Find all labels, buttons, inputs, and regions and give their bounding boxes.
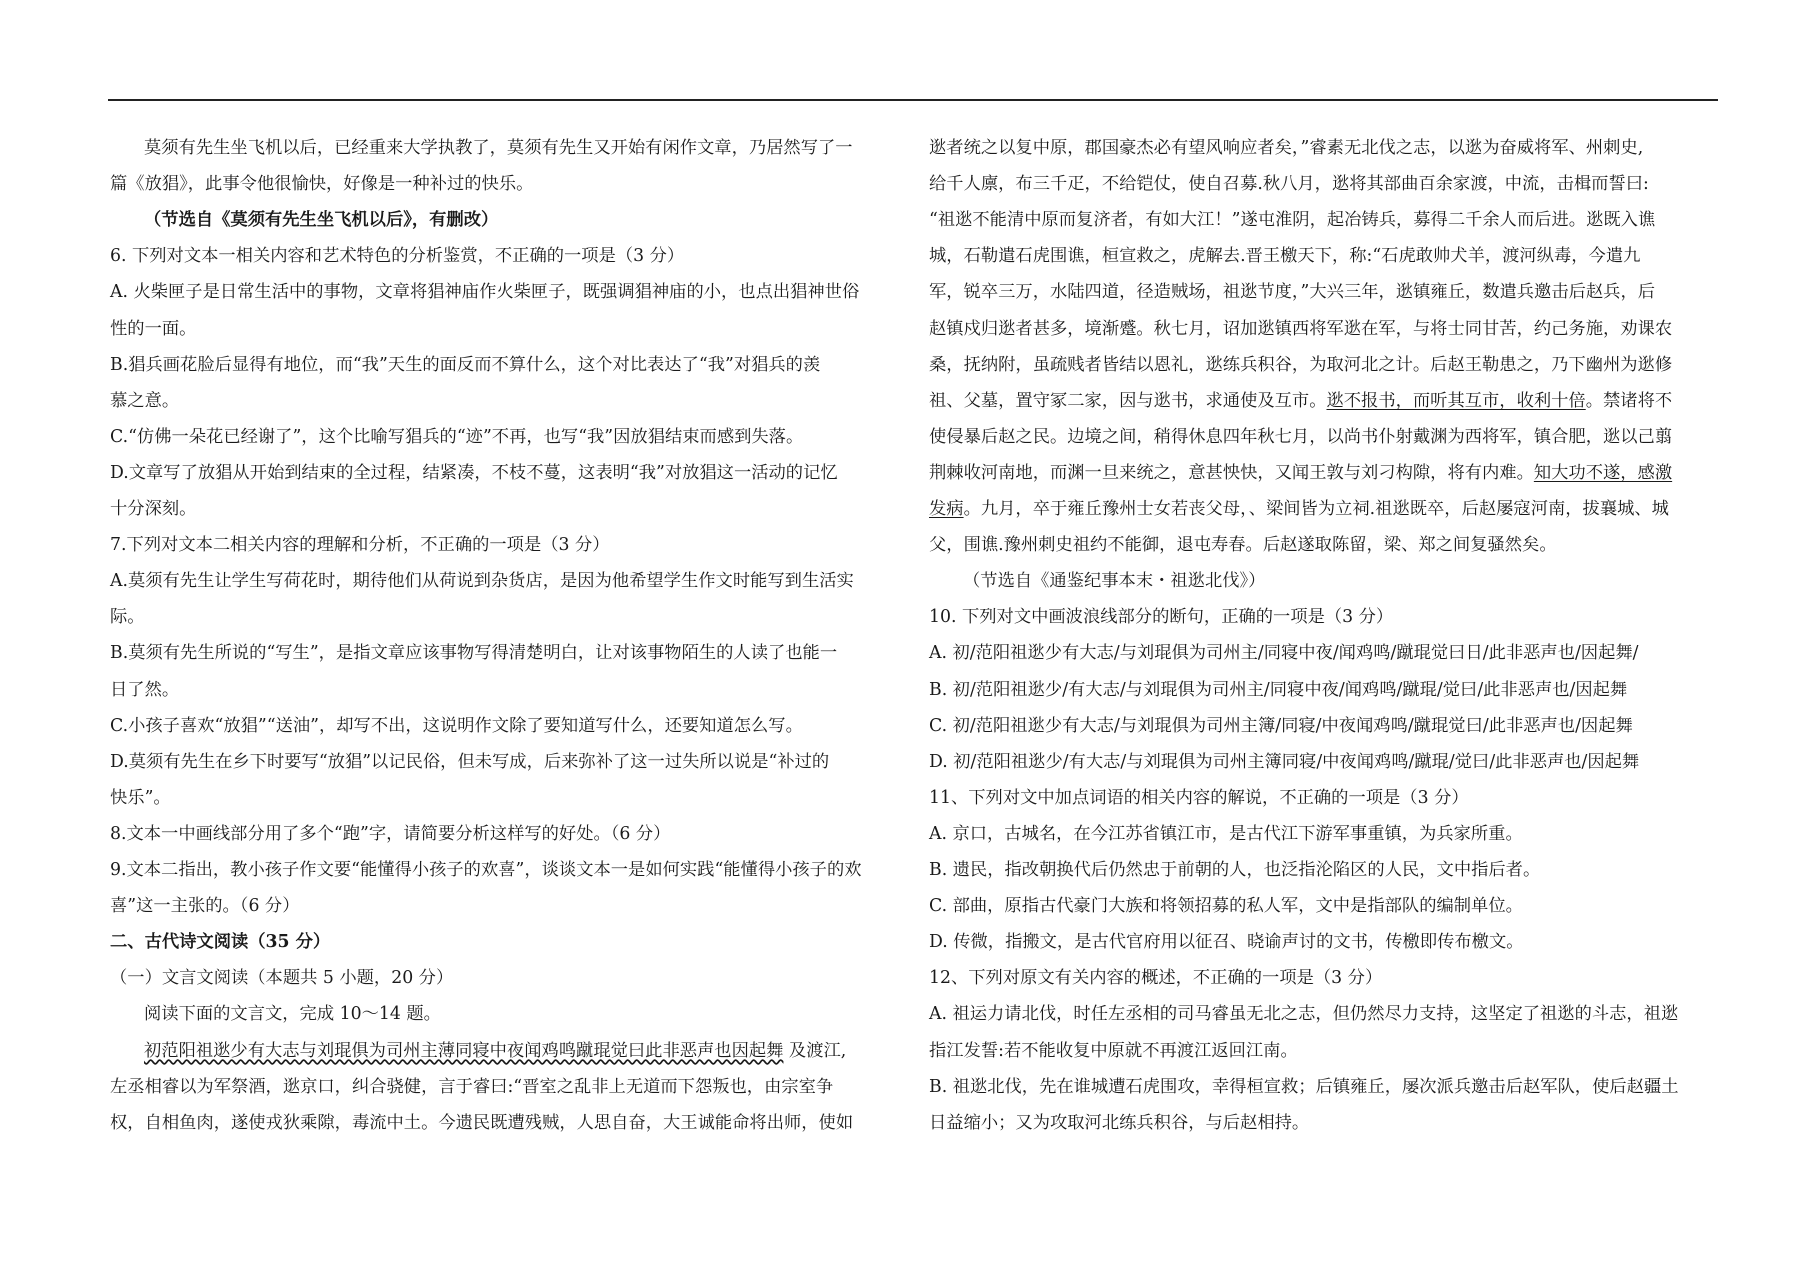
- left-column-line: [110, 245, 684, 267]
- header-rule: [108, 99, 1718, 101]
- line-text: C.“仿佛一朵花已经谢了”，这个比喻写猖兵的“迹”不再，也写“我”因放猖结束而感到失落。: [110, 427, 804, 447]
- right-column-line: [929, 895, 1523, 917]
- line-text: A. 祖运力请北伐，时任左丞相的司马睿虽无北之志，但仍然尽力支持，这坚定了祖逖的斗志，祖逖: [929, 1004, 1679, 1024]
- line-text: D. 传微，指搬文，是古代官府用以征召、晓谕声讨的文书，传檄即传布檄文。: [929, 932, 1524, 952]
- right-column-line: [929, 967, 1382, 989]
- line-text: 二、古代诗文阅读（35 分）: [110, 932, 331, 952]
- right-column-line: [929, 318, 1672, 340]
- right-column-line: [929, 751, 1639, 773]
- right-column-line: [929, 606, 1393, 628]
- line-text: C.小孩子喜欢“放猖”“送油”，却写不出，这说明作文除了要知道写什么，还要知道怎么写。: [110, 716, 803, 736]
- left-column-line: [144, 209, 498, 231]
- left-column-line: [110, 823, 670, 845]
- right-column-line: [929, 354, 1672, 376]
- left-column-line: [110, 606, 145, 628]
- left-column-line: [110, 281, 859, 303]
- left-column-line: [110, 1076, 833, 1098]
- right-column-line: [963, 570, 1265, 592]
- line-text: 城，石勒遣石虎围谯，桓宣救之，虎解去.晋王檄天下，称:“石虎敢帅犬羊，渡河纵毒，今遣九: [929, 246, 1641, 266]
- line-text: 7.下列对文本二相关内容的理解和分析，不正确的一项是（3 分）: [110, 535, 610, 555]
- left-column-line: [110, 751, 829, 773]
- line-text: （节选自《通鉴纪事本末・祖逖北伐》）: [963, 571, 1266, 591]
- line-text: B.猖兵画花脸后显得有地位，而“我”天生的面反而不算什么，这个对比表达了“我”对猖兵的羡: [110, 355, 821, 375]
- line-text: 莫须有先生坐飞机以后，已经重来大学执教了，莫须有先生又开始有闲作文章，乃居然写了一: [144, 138, 853, 158]
- line-text: C. 部曲，原指古代豪门大族和将领招募的私人军，文中是指部队的编制单位。: [929, 896, 1523, 916]
- line-text: 篇《放猖》，此事令他很愉快，好像是一种补过的快乐。: [110, 174, 534, 194]
- right-column-line: [929, 1040, 1298, 1062]
- line-text: 性的一面。: [110, 319, 197, 339]
- line-text: B. 初/范阳祖逖少/有大志/与刘琨俱为司州主/同寝中夜/闻鸡鸣/蹴琨/觉曰/此非恶声也/因起舞: [929, 680, 1628, 700]
- line-text: D.文章写了放猖从开始到结束的全过程，结紧凑，不枝不蔓，这表明“我”对放猖这一活动的记忆: [110, 463, 838, 483]
- right-column-line: [929, 679, 1627, 701]
- right-column-line: [929, 498, 1669, 520]
- left-column-line: [110, 570, 854, 592]
- line-text: B.莫须有先生所说的“写生”，是指文章应该事物写得清楚明白，让对该事物陌生的人读了也能一: [110, 643, 838, 663]
- left-column-line: [110, 967, 453, 989]
- line-text: C. 初/范阳祖逖少有大志/与刘琨俱为司州主簿/同寝/中夜闻鸡鸣/蹴琨觉曰/此非恶声也/因起舞: [929, 716, 1633, 736]
- right-column-line: [929, 1076, 1679, 1098]
- line-text: A. 初/范阳祖逖少有大志/与刘琨俱为司州主/同寝中夜/闻鸡鸣/蹴琨觉曰日/此非恶声也/因起舞/: [929, 643, 1639, 663]
- line-text: 父，围谯.豫州刺史祖约不能御，退屯寿春。后赵遂取陈留，梁、郑之间复骚然矣。: [929, 535, 1557, 555]
- right-column-line: [929, 1112, 1309, 1134]
- right-column-line: [929, 1003, 1678, 1025]
- left-column-line: [110, 318, 196, 340]
- left-column-line: [110, 642, 837, 664]
- right-column-line: [929, 245, 1640, 267]
- right-column-line: [929, 715, 1633, 737]
- right-column-line: [929, 931, 1524, 953]
- line-tail: 及渡江,: [783, 1041, 847, 1061]
- right-column-line: [929, 209, 1655, 231]
- line-tail: 。禁诸将不: [1585, 391, 1673, 411]
- right-column-line: [929, 281, 1655, 303]
- line-text: A.莫须有先生让学生写荷花时，期待他们从荷说到杂货店，是因为他希望学生作文时能写到生活实: [110, 571, 854, 591]
- right-column-line: [929, 823, 1523, 845]
- line-text: 赵镇戍归逖者甚多，境渐蹙。秋七月，诏加逖镇西将军逖在军，与将士同甘苦，约己务施，劝课农: [929, 319, 1673, 339]
- line-text: 桑，抚纳附，虽疏贱者皆结以恩礼，逖练兵积谷，为取河北之计。后赵王勒患之，乃下幽州为逖修: [929, 355, 1673, 375]
- line-text: （一）文言文阅读（本题共 5 小题，20 分）: [110, 968, 454, 988]
- left-column-line: [110, 498, 196, 520]
- line-text: “祖逖不能清中原而复济者，有如大江！”遂屯淮阴，起冶铸兵，募得二千余人而后进。逖既入谯: [929, 210, 1656, 230]
- left-column-line: [144, 137, 853, 159]
- right-column-line: [929, 534, 1557, 556]
- right-column-line: [929, 859, 1540, 881]
- right-column-line: [929, 137, 1643, 159]
- right-column-line: [929, 642, 1638, 664]
- line-text: 逖者统之以复中原，郡国豪杰必有望风响应者矣，”睿素无北伐之志，以逖为奋威将军、州刺史,: [929, 138, 1644, 158]
- line-text: D. 初/范阳祖逖少/有大志/与刘琨俱为司州主簿同寝/中夜闻鸡鸣/蹴琨/觉曰/此非恶声也/因起舞: [929, 752, 1640, 772]
- line-text: 9.文本二指出，教小孩子作文要“能懂得小孩子的欢喜”，谈谈文本一是如何实践“能懂得小孩子的欢: [110, 860, 862, 880]
- right-column-line: [929, 390, 1672, 412]
- line-text: 军，锐卒三万，水陆四道，径造贼场，祖逖节度，”大兴三年，逖镇雍丘，数遣兵邀击后赵兵，后: [929, 282, 1656, 302]
- left-column-line: [110, 534, 610, 556]
- left-column-line: [110, 462, 838, 484]
- line-text: 初范阳祖逖少有大志与刘琨俱为司州主薄同寝中夜闻鸡鸣蹴琨觉曰此非恶声也因起舞: [144, 1041, 784, 1061]
- line-text: 左丞相睿以为军祭酒，逖京口，纠合骁健，言于睿曰:“晋室之乱非上无道而下怨叛也，由宗室争: [110, 1077, 834, 1097]
- line-text: 祖、父墓，置守冢二家，因与逖书，求通使及互市。: [929, 391, 1327, 411]
- line-text: B. 遗民，指改朝换代后仍然忠于前朝的人，也泛指沦陷区的人民，文中指后者。: [929, 860, 1541, 880]
- left-column-line: [110, 859, 862, 881]
- underlined-text: 知大功不遂，感激: [1533, 463, 1673, 483]
- right-column-line: [929, 173, 1649, 195]
- underlined-text: 发病: [929, 499, 964, 519]
- line-text: 际。: [110, 607, 145, 627]
- left-column-line: [110, 895, 300, 917]
- line-text: 8.文本一中画线部分用了多个“跑”字，请简要分析这样写的好处。（6 分）: [110, 824, 671, 844]
- line-text: 11、下列对文中加点词语的相关内容的解说，不正确的一项是（3 分）: [929, 788, 1469, 808]
- right-column-line: [929, 426, 1672, 448]
- line-text: 12、下列对原文有关内容的概述，不正确的一项是（3 分）: [929, 968, 1383, 988]
- line-text: 喜”这一主张的。（6 分）: [110, 896, 300, 916]
- line-text: D.莫须有先生在乡下时要写“放猖”以记民俗，但未写成，后来弥补了这一过失所以说是“补过的: [110, 752, 830, 772]
- line-text: A. 京口，古城名，在今江苏省镇江市，是古代江下游军事重镇，为兵家所重。: [929, 824, 1523, 844]
- left-column-line: [110, 787, 171, 809]
- line-text: 十分深刻。: [110, 499, 197, 519]
- line-tail: 。九月，卒于雍丘豫州士女若丧父母，、梁间皆为立祠.祖逖既卒，后赵屡寇河南，拔襄城、城: [963, 499, 1669, 519]
- line-text: 给千人廪，布三千疋，不给铠仗，使自召募.秋八月，逖将其部曲百余家渡，中流，击楫而誓曰:: [929, 174, 1649, 194]
- left-column-line: [110, 715, 803, 737]
- left-column-line: [110, 173, 533, 195]
- line-text: 快乐”。: [110, 788, 171, 808]
- line-text: 使侵暴后赵之民。边境之间，稍得休息四年秋七月，以尚书仆射戴渊为西将军，镇合肥，逖以己翦: [929, 427, 1673, 447]
- line-text: 10. 下列对文中画波浪线部分的断句，正确的一项是（3 分）: [929, 607, 1394, 627]
- left-column-line: [110, 390, 179, 412]
- left-column-line: [110, 354, 820, 376]
- left-column-line: [110, 426, 803, 448]
- right-column-line: [929, 462, 1672, 484]
- line-text: A. 火柴匣子是日常生活中的事物，文章将猖神庙作火柴匣子，既强调猖神庙的小，也点出猖神世俗: [110, 282, 860, 302]
- line-text: 日益缩小；又为攻取河北练兵积谷，与后赵相持。: [929, 1113, 1310, 1133]
- left-column-line: [110, 679, 179, 701]
- left-column-line: [144, 1003, 441, 1025]
- left-column-line: [110, 1112, 853, 1134]
- line-text: 慕之意。: [110, 391, 180, 411]
- line-text: 6. 下列对文本一相关内容和艺术特色的分析鉴赏，不正确的一项是（3 分）: [110, 246, 685, 266]
- underlined-text: 逖不报书，而听其互市，收利十倍: [1326, 391, 1586, 411]
- line-text: 阅读下面的文言文，完成 10～14 题。: [144, 1004, 441, 1024]
- left-column-line: [110, 931, 330, 953]
- right-column-line: [929, 787, 1469, 809]
- line-text: 日了然。: [110, 680, 180, 700]
- line-text: B. 祖逖北伐，先在谁城遭石虎围攻，幸得桓宣救；后镇雍丘，屡次派兵邀击后赵军队，使后赵疆土: [929, 1077, 1679, 1097]
- left-column-line: [144, 1040, 846, 1062]
- line-text: （节选自《莫须有先生坐飞机以后》，有删改）: [144, 210, 499, 230]
- line-text: 指江发誓:若不能收复中原就不再渡江返回江南。: [929, 1041, 1298, 1061]
- line-text: 权，自相鱼肉，遂使戎狄乘隙，毒流中土。今遗民既遭残贼，人思自奋，大王诚能命将出师，使如: [110, 1113, 854, 1133]
- line-text: 荆棘收河南地，而渊一旦来统之，意甚怏快，又闻王敦与刘刁构隙，将有内难。: [929, 463, 1534, 483]
